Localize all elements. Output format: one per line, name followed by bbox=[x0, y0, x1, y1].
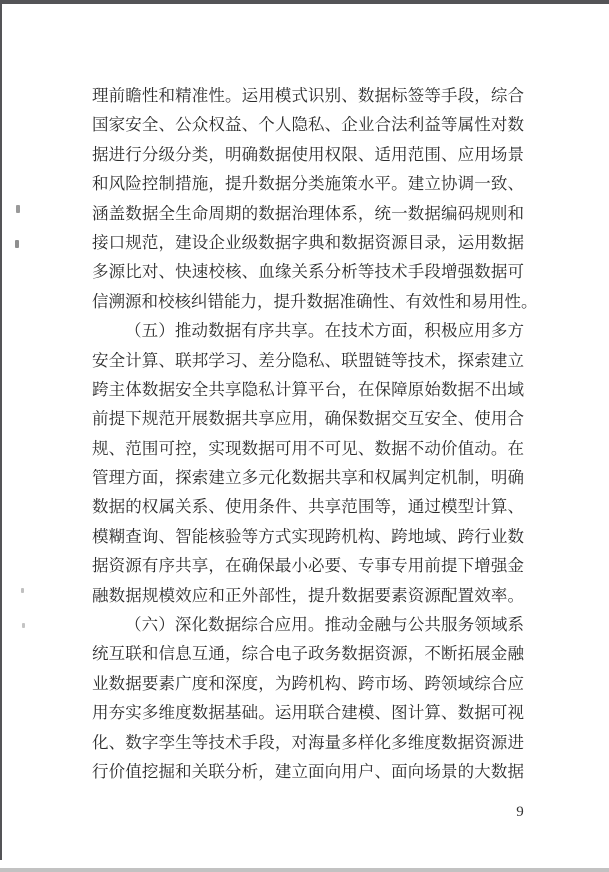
text-line: 业数据要素广度和深度，为跨机构、跨市场、跨领域综合应 bbox=[92, 673, 524, 693]
margin-artifact-mark bbox=[15, 240, 19, 248]
text-line: 前提下规范开展数据共享应用，确保数据交互安全、使用合 bbox=[92, 409, 524, 429]
text-line: 融数据规模效应和正外部性，提升数据要素资源配置效率。 bbox=[92, 585, 524, 605]
text-line: 多源比对、快速校核、血缘关系分析等技术手段增强数据可 bbox=[92, 262, 524, 282]
text-line: 用夯实多维度数据基础。运用联合建模、图计算、数据可视 bbox=[92, 703, 524, 723]
scan-bottom-edge bbox=[0, 868, 609, 872]
scan-left-edge bbox=[0, 0, 2, 860]
text-line: 模糊查询、智能核验等方式实现跨机构、跨地域、跨行业数 bbox=[92, 526, 524, 546]
margin-artifact-mark bbox=[22, 623, 25, 628]
page-number: 9 bbox=[516, 804, 524, 820]
text-line: 据进行分级分类，明确数据使用权限、适用范围、应用场景 bbox=[92, 144, 524, 164]
text-line: 管理方面，探索建立多元化数据共享和权属判定机制，明确 bbox=[92, 468, 524, 488]
text-line: 国家安全、公众权益、个人隐私、企业合法利益等属性对数 bbox=[92, 115, 524, 135]
text-line: 理前瞻性和精准性。运用模式识别、数据标签等手段，综合 bbox=[92, 86, 524, 105]
text-line: 跨主体数据安全共享隐私计算平台，在保障原始数据不出域 bbox=[92, 379, 524, 399]
text-line: 化、数字孪生等技术手段，对海量多样化多维度数据资源进 bbox=[92, 732, 524, 752]
text-line: 统互联和信息互通，综合电子政务数据资源，不断拓展金融 bbox=[92, 644, 524, 664]
text-line: 和风险控制措施，提升数据分类施策水平。建立协调一致、 bbox=[92, 174, 524, 194]
text-line: 安全计算、联邦学习、差分隐私、联盟链等技术，探索建立 bbox=[92, 350, 524, 370]
document-body-text bbox=[92, 81, 538, 786]
text-line: 涵盖数据全生命周期的数据治理体系，统一数据编码规则和 bbox=[92, 203, 524, 223]
text-line: 接口规范，建设企业级数据字典和数据资源目录，运用数据 bbox=[92, 232, 524, 252]
text-line: 规、范围可控，实现数据可用不可见、数据不动价值动。在 bbox=[92, 438, 524, 458]
text-line-paragraph-start: （五）推动数据有序共享。在技术方面，积极应用多方 bbox=[125, 321, 524, 341]
text-line: 据资源有序共享，在确保最小必要、专事专用前提下增强金 bbox=[92, 556, 524, 576]
text-line: 数据的权属关系、使用条件、共享范围等，通过模型计算、 bbox=[92, 497, 524, 517]
margin-artifact-mark bbox=[21, 588, 24, 593]
text-line: 行价值挖掘和关联分析，建立面向用户、面向场景的大数据 bbox=[92, 761, 524, 781]
margin-artifact-mark bbox=[16, 205, 20, 213]
scan-top-edge bbox=[0, 0, 609, 4]
text-line-paragraph-start: （六）深化数据综合应用。推动金融与公共服务领域系 bbox=[125, 615, 524, 635]
text-line: 信溯源和校核纠错能力，提升数据准确性、有效性和易用性。 bbox=[92, 291, 538, 311]
